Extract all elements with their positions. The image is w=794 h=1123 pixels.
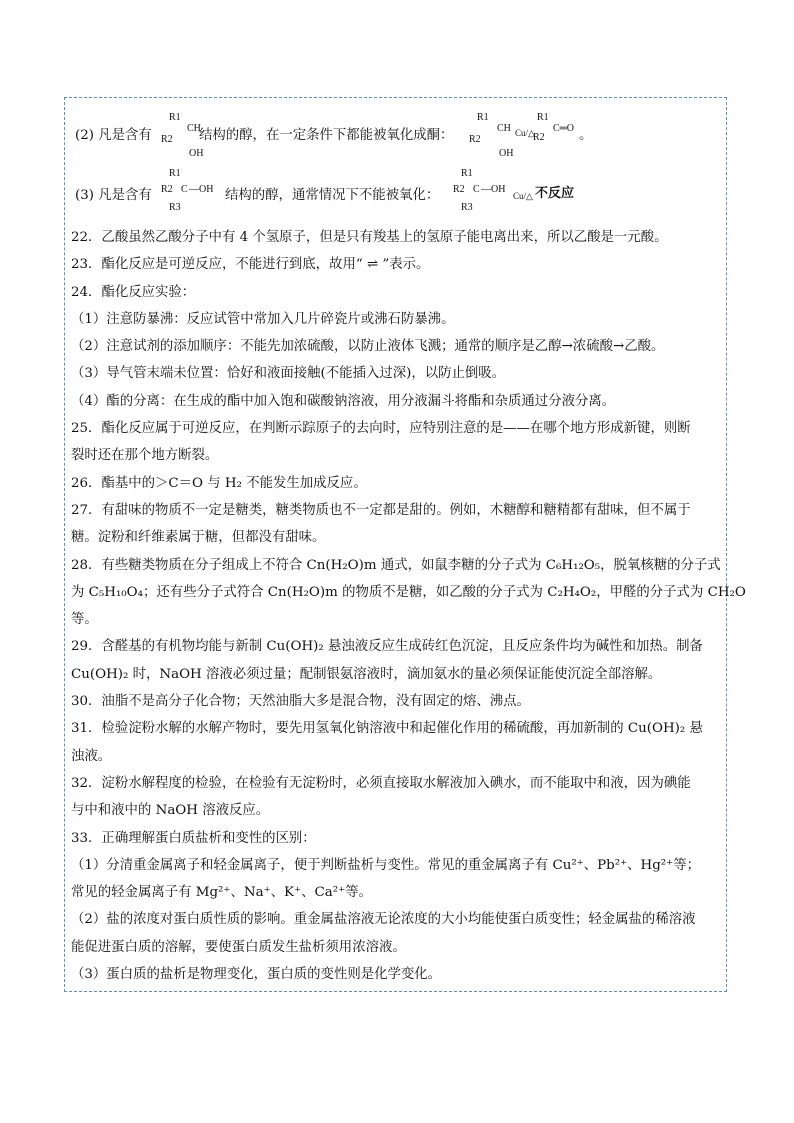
- mol-condition: Cu/△: [513, 191, 533, 201]
- item-21-2-prefix: (2) 凡是含有: [75, 128, 152, 143]
- text-line: 33．正确理解蛋白质盐析和变性的区别：: [71, 830, 316, 846]
- item-21-2-mid: 结构的醇，在一定条件下都能被氧化成酮：: [199, 128, 454, 143]
- mol-oh: OH: [499, 148, 514, 159]
- text-line: 32．淀粉水解程度的检验，在检验有无淀粉时，必须直接取水解液加入碘水，而不能取中和液，因为碘能: [71, 775, 691, 791]
- mol-r3: R3: [461, 202, 473, 213]
- mol-r1: R1: [169, 112, 181, 123]
- text-line: 糖。淀粉和纤维素属于糖，但都没有甜味。: [71, 530, 326, 546]
- oxidation-reaction-structure: [469, 112, 669, 162]
- text-line: （3）导气管末端未位置：恰好和液面接触(不能插入过深)，以防止倒吸。: [71, 366, 506, 382]
- mol-r1: R1: [169, 168, 181, 179]
- text-line: 23．酯化反应是可逆反应，不能进行到底，故用“ ⇌ ”表示。: [71, 257, 430, 273]
- mol-oh: OH: [189, 148, 204, 159]
- text-line: 27．有甜味的物质不一定是糖类，糖类物质也不一定都是甜的。例如，木糖醇和糖精都有甜味，但不属于: [71, 502, 691, 518]
- mol-c: C: [473, 184, 480, 195]
- mol-r1: R1: [477, 112, 489, 123]
- document-body: [71, 112, 746, 988]
- tertiary-alcohol-structure: [161, 168, 231, 218]
- text-line: 浊液。: [71, 748, 112, 764]
- item-21-3-prefix: (3) 凡是含有: [75, 188, 152, 203]
- mol-r2: R2: [533, 132, 545, 143]
- item-21-3-mid: 结构的醇，通常情况下不能被氧化：: [225, 188, 440, 203]
- mol-ch: CH: [187, 123, 201, 134]
- mol-r2: R2: [161, 134, 173, 145]
- mol-oh: OH: [491, 184, 506, 195]
- text-line: 等。: [71, 612, 98, 628]
- text-line: （1）分清重金属离子和轻金属离子，便于判断盐析与变性。常见的重金属离子有 Cu²⁺、Pb²⁺、Hg²⁺等；: [71, 857, 701, 873]
- text-line: （1）注意防暴沸：反应试管中常加入几片碎瓷片或沸石防暴沸。: [71, 311, 455, 327]
- mol-bond: —: [481, 184, 491, 195]
- mol-r2: R2: [453, 184, 465, 195]
- text-line: 与中和液中的 NaOH 溶液反应。: [71, 803, 270, 819]
- item-21-2: [71, 112, 723, 168]
- item-21-2-end: 。: [579, 128, 593, 143]
- text-line: （4）酯的分离：在生成的酯中加入饱和碳酸钠溶液，用分液漏斗将酯和杂质通过分液分离。: [71, 393, 616, 409]
- mol-c: C: [181, 184, 188, 195]
- mol-r1: R1: [461, 168, 473, 179]
- item-21-3: [71, 168, 723, 224]
- text-line: 22．乙酸虽然乙酸分子中有 4 个氢原子，但是只有羧基上的氢原子能电离出来，所以乙酸是一元酸。: [71, 230, 668, 245]
- mol-ch: CH: [497, 123, 511, 134]
- text-line: 常见的轻金属离子有 Mg²⁺、Na⁺、K⁺、Ca²⁺等。: [71, 885, 372, 901]
- text-line: 30．油脂不是高分子化合物；天然油脂大多是混合物，没有固定的熔、沸点。: [71, 694, 530, 710]
- mol-oh: OH: [199, 184, 214, 195]
- mol-condition: Cu/△: [515, 128, 535, 138]
- mol-bond: —: [189, 184, 199, 195]
- no-oxidation-structure: [453, 168, 533, 218]
- text-lines: [71, 224, 746, 988]
- mol-carbonyl: C═O: [553, 123, 574, 134]
- text-line: Cu(OH)₂ 时，NaOH 溶液必须过量；配制银氨溶液时，滴加氨水的量必须保证能使沉淀全部溶解。: [71, 666, 662, 682]
- text-line: 能促进蛋白质的溶解，要使蛋白质发生盐析须用浓溶液。: [71, 939, 406, 955]
- text-line: 29．含醛基的有机物均能与新制 Cu(OH)₂ 悬浊液反应生成砖红色沉淀，且反应条件均为碱性和加热。制备: [71, 639, 703, 655]
- text-line: （3）蛋白质的盐析是物理变化，蛋白质的变性则是化学变化。: [71, 967, 442, 983]
- item-21-3-result: 不反应: [535, 186, 575, 201]
- mol-r2: R2: [161, 184, 173, 195]
- text-line: 为 C₅H₁₀O₄；还有些分子式符合 Cn(H₂O)m 的物质不是糖，如乙酸的分子式为 C₂H₄O₂，甲醛的分子式为 CH₂O: [71, 584, 746, 600]
- mol-r3: R3: [169, 202, 181, 213]
- text-line: （2）盐的浓度对蛋白质性质的影响。重金属盐溶液无论浓度的大小均能使蛋白质变性；轻金属盐的稀溶液: [71, 912, 696, 928]
- text-line: 28．有些糖类物质在分子组成上不符合 Cn(H₂O)m 通式，如鼠李糖的分子式为 C₆H₁₂O₅，脱氧核糖的分子式: [71, 557, 721, 573]
- text-line: 裂时还在那个地方断裂。: [71, 448, 219, 464]
- mol-r2: R2: [469, 134, 481, 145]
- text-line: （2）注意试剂的添加顺序：不能先加浓硫酸，以防止液体飞溅；通常的顺序是乙醇→浓硫酸→乙酸。: [71, 339, 665, 355]
- text-line: 24．酯化反应实验：: [71, 284, 196, 300]
- mol-r1: R1: [537, 112, 549, 123]
- text-line: 25．酯化反应属于可逆反应，在判断示踪原子的去向时，应特别注意的是——在哪个地方形成新键，则断: [71, 421, 691, 437]
- text-line: 26．酯基中的＞C＝O 与 H₂ 不能发生加成反应。: [71, 475, 367, 491]
- text-line: 31．检验淀粉水解的水解产物时，要先用氢氧化钠溶液中和起催化作用的稀硫酸，再加新制的 Cu(OH)₂ 悬: [71, 721, 703, 737]
